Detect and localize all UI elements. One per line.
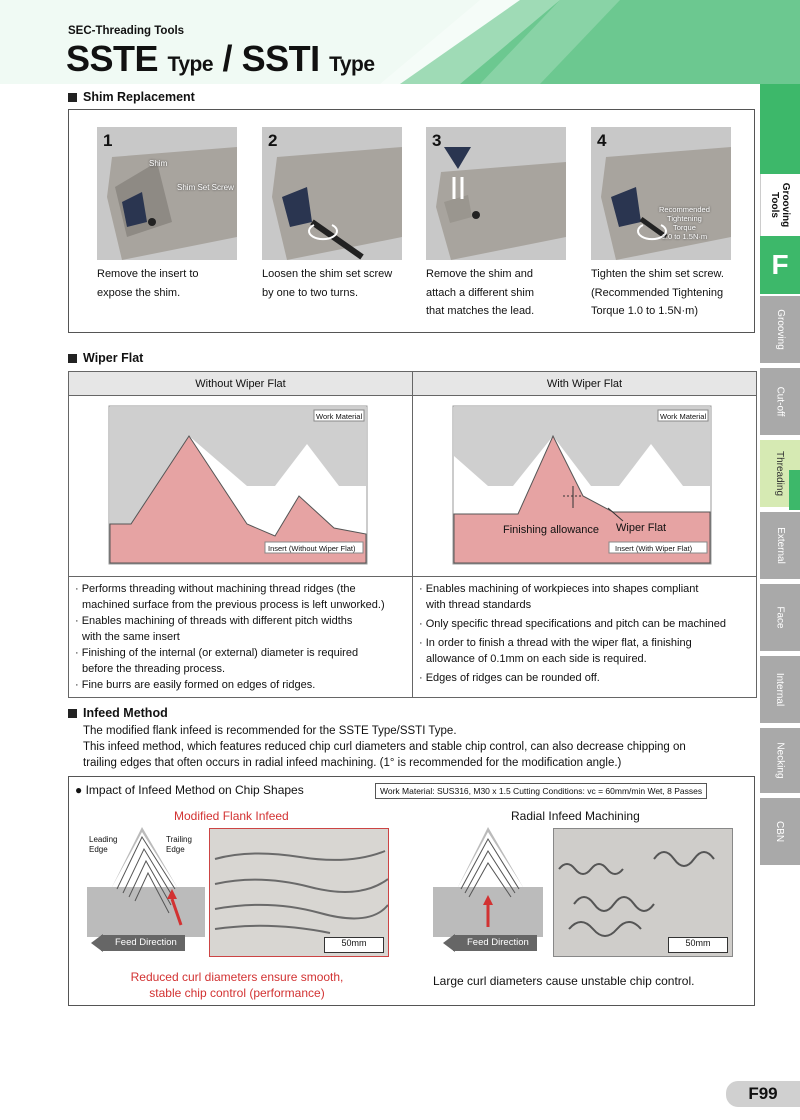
radial-chip-photo <box>553 828 733 957</box>
page-number: F99 <box>726 1081 800 1107</box>
series-label: SEC-Threading Tools <box>68 25 185 37</box>
step-2-photo: 2 <box>262 127 402 260</box>
tab-grooving-tools[interactable]: Grooving Tools <box>760 174 800 236</box>
leading-edge-label: Leading Edge <box>89 835 118 854</box>
scale-bar-1: 50mm <box>324 937 384 953</box>
feed-direction-label-2: Feed Direction <box>453 935 537 951</box>
tab-external[interactable]: External <box>760 512 800 580</box>
feed-arrow-icon <box>91 934 103 952</box>
diagram-without-wiper: Work Material Insert (Without Wiper Flat) <box>69 396 413 577</box>
with-wiper-bullets: · Enables machining of workpieces into shapes compliant with thread standards · Only specific thread specifications and pitch can be machined · In order to finish a thread with the wiper flat, a finishing allowance of 0.1mm on each side is required. · Edges of ridges can be rounded off. <box>413 577 757 698</box>
chip-shapes-box <box>68 776 755 1006</box>
tab-grooving[interactable]: Grooving <box>760 296 800 364</box>
without-wiper-bullets: · Performs threading without machining thread ridges (the machined surface from the previous process is left unworked.) · Enables machining of threads with different pitch widths with the same insert · Finishing of the internal (or external) diameter is required before the threading process. · Fine burrs are easily formed on edges of ridges. <box>69 577 413 698</box>
impact-title: ● Impact of Infeed Method on Chip Shapes <box>75 783 304 797</box>
page-header <box>0 0 800 84</box>
shim-step-1: 1 Shim Shim Set Screw Remove the insert to expose the shim. <box>97 127 237 302</box>
tab-internal[interactable]: Internal <box>760 656 800 724</box>
shim-step-4: 4 Recommended Tightening Torque 1.0 to 1.5N·m Tighten the shim set screw. (Recommended Tightening Torque 1.0 to 1.5N·m) <box>591 127 731 321</box>
conditions-label: Work Material: SUS316, M30 x 1.5 Cutting Conditions: vc = 60mm/min Wet, 8 Passes <box>375 783 707 799</box>
tab-cbn[interactable]: CBN <box>760 798 800 866</box>
infeed-paragraph-2: This infeed method, which features reduced chip curl diameters and stable chip control, can also decrease chipping on <box>83 741 686 753</box>
tab-threading[interactable]: Threading <box>760 440 800 508</box>
shim-box <box>68 109 755 333</box>
shim-step-3: 3 Remove the shim and attach a different shim that matches the lead. <box>426 127 566 321</box>
modified-chip-photo <box>209 828 389 957</box>
wiper-heading: Wiper Flat <box>68 351 143 365</box>
wiper-flat-label: Wiper Flat <box>616 522 667 534</box>
tab-threading-marker <box>789 470 800 510</box>
infeed-heading: Infeed Method <box>68 706 168 720</box>
step-4-photo: 4 Recommended Tightening Torque 1.0 to 1.5N·m <box>591 127 731 260</box>
shim-heading: Shim Replacement <box>68 90 195 104</box>
wiper-table <box>68 371 757 698</box>
tab-letter-f[interactable]: F <box>760 236 800 294</box>
step-1-photo: 1 Shim Shim Set Screw <box>97 127 237 260</box>
trailing-edge-label: Trailing Edge <box>166 835 192 854</box>
radial-infeed-diagram <box>433 827 543 937</box>
finishing-allowance-label: Finishing allowance <box>503 524 599 536</box>
scale-bar-2: 50mm <box>668 937 728 953</box>
modified-flank-title: Modified Flank Infeed <box>174 809 289 823</box>
col-without-wiper: Without Wiper Flat <box>69 372 413 396</box>
infeed-paragraph-3: trailing edges that often occurs in radial infeed machining. (1° is recommended for the modification angle.) <box>83 757 622 769</box>
tab-face[interactable]: Face <box>760 584 800 652</box>
diagram-with-wiper: Work Material Insert (With Wiper Flat) Finishing allowance Wiper Flat <box>413 396 757 577</box>
step-3-photo: 3 <box>426 127 566 260</box>
col-with-wiper: With Wiper Flat <box>413 372 757 396</box>
feed-arrow-icon-2 <box>443 934 455 952</box>
tab-necking[interactable]: Necking <box>760 728 800 794</box>
tab-top-green <box>760 84 800 174</box>
tab-cut-off[interactable]: Cut-off <box>760 368 800 436</box>
shim-step-2: 2 Loosen the shim set screw by one to two turns. <box>262 127 402 302</box>
radial-caption: Large curl diameters cause unstable chip control. <box>433 974 695 988</box>
page-title: SSTE Type / SSTI Type <box>66 38 375 79</box>
feed-direction-label-1: Feed Direction <box>101 935 185 951</box>
modified-caption: Reduced curl diameters ensure smooth, stable chip control (performance) <box>130 970 344 1000</box>
infeed-paragraph-1: The modified flank infeed is recommended for the SSTE Type/SSTI Type. <box>83 725 457 737</box>
radial-infeed-title: Radial Infeed Machining <box>511 809 640 823</box>
